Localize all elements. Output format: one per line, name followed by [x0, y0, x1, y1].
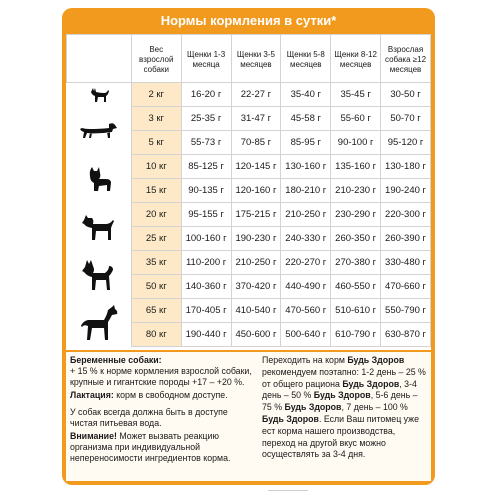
transition-p4: , 5-6 день – 75 % — [262, 390, 418, 413]
weight-cell: 3 кг — [131, 107, 181, 131]
weight-cell: 2 кг — [131, 83, 181, 107]
notes-right: Переходить на корм Будь Здоров рекомендуем поэтапно: 1-2 день – 25 % от общего рациона Будь Здоров, 3-4 день – 50 % Будь Здоров, 5-6 день – 75 % Будь Здоров, 7 день – 100 % Будь Здоров. Если Ваш питомец уже ест корма нашего производства, переход на другой вкус можно осуществлять за 3-4 дня. — [262, 355, 426, 460]
portion-cell: 210-250 г — [231, 251, 281, 275]
weight-cell: 65 кг — [131, 299, 181, 323]
header-3-5: Щенки 3-5 месяцев — [231, 35, 281, 83]
header-5-8: Щенки 5-8 месяцев — [281, 35, 331, 83]
portion-cell: 440-490 г — [281, 275, 331, 299]
portion-cell: 130-160 г — [281, 155, 331, 179]
portion-cell: 270-380 г — [331, 251, 381, 275]
portion-cell: 180-210 г — [281, 179, 331, 203]
attention-text: Может вызвать реакцию организма при индивидуальной непереносимости ингредиентов корма. — [70, 431, 231, 463]
portion-cell: 170-405 г — [181, 299, 231, 323]
portion-cell: 190-240 г — [381, 179, 431, 203]
water-text: У собак всегда должна быть в доступе чистая питьевая вода. — [70, 407, 228, 428]
portion-cell: 630-870 г — [381, 323, 431, 347]
notes-section — [66, 352, 431, 481]
portion-cell: 85-125 г — [181, 155, 231, 179]
brand-name: Будь Здоров — [262, 413, 319, 424]
portion-cell: 510-610 г — [331, 299, 381, 323]
portion-cell: 330-480 г — [381, 251, 431, 275]
table-row — [67, 251, 431, 275]
portion-cell: 22-27 г — [231, 83, 281, 107]
portion-cell: 140-360 г — [181, 275, 231, 299]
portion-cell: 470-660 г — [381, 275, 431, 299]
portion-cell: 100-160 г — [181, 227, 231, 251]
portion-cell: 220-270 г — [281, 251, 331, 275]
transition-p5: , 7 день – 100 % — [341, 402, 408, 413]
portion-cell: 220-300 г — [381, 203, 431, 227]
portion-cell: 190-230 г — [231, 227, 281, 251]
feeding-table — [66, 34, 431, 347]
portion-cell: 130-180 г — [381, 155, 431, 179]
table-row — [67, 299, 431, 323]
portion-cell: 50-70 г — [381, 107, 431, 131]
portion-cell: 55-60 г — [331, 107, 381, 131]
header-1-3: Щенки 1-3 месяца — [181, 35, 231, 83]
medium-dog-icon — [67, 203, 132, 251]
portion-cell: 135-160 г — [331, 155, 381, 179]
brand-name: Будь Здоров — [347, 355, 405, 365]
weight-cell: 80 кг — [131, 323, 181, 347]
header-weight: Вес взрослой собаки — [131, 35, 181, 83]
weight-cell: 10 кг — [131, 155, 181, 179]
portion-cell: 210-250 г — [281, 203, 331, 227]
portion-cell: 45-58 г — [281, 107, 331, 131]
brand-name: Будь Здоров — [284, 402, 342, 413]
portion-cell: 410-540 г — [231, 299, 281, 323]
portion-cell: 230-290 г — [331, 203, 381, 227]
weight-cell: 50 кг — [131, 275, 181, 299]
transition-p3: , 3-4 день – 50 % — [262, 378, 417, 401]
portion-cell: 450-600 г — [231, 323, 281, 347]
header-empty — [67, 35, 132, 83]
header-8-12: Щенки 8-12 месяцев — [331, 35, 381, 83]
portion-cell: 470-560 г — [281, 299, 331, 323]
pregnant-title: Беременные собаки: — [70, 355, 162, 365]
portion-cell: 110-200 г — [181, 251, 231, 275]
portion-cell: 95-155 г — [181, 203, 231, 227]
chart-title: Нормы кормления в сутки* — [160, 13, 337, 28]
table-row — [67, 83, 431, 107]
attention-title: Внимание! — [70, 431, 117, 441]
header-adult: Взрослая собака ≥12 месяцев — [381, 35, 431, 83]
table-row — [67, 203, 431, 227]
large-dog-icon — [67, 299, 132, 347]
portion-cell: 500-640 г — [281, 323, 331, 347]
lactation-text: корм в свободном доступе. — [116, 390, 228, 400]
table-row — [67, 107, 431, 131]
portion-cell: 460-550 г — [331, 275, 381, 299]
transition-p6: Если Ваш питомец уже ест корма нашего производства, переход на другой вкус можно осуществлять за 3-4 дня. — [262, 413, 419, 460]
weight-cell: 15 кг — [131, 179, 181, 203]
portion-cell: 90-135 г — [181, 179, 231, 203]
divider-line — [268, 490, 308, 491]
brand-name: Будь Здоров — [313, 390, 371, 401]
portion-cell: 260-390 г — [381, 227, 431, 251]
portion-cell: 550-790 г — [381, 299, 431, 323]
weight-cell: 20 кг — [131, 203, 181, 227]
portion-cell: 260-350 г — [331, 227, 381, 251]
husky-icon — [67, 251, 132, 299]
portion-cell: 210-230 г — [331, 179, 381, 203]
weight-cell: 35 кг — [131, 251, 181, 275]
table-area — [66, 34, 431, 350]
weight-cell: 5 кг — [131, 131, 181, 155]
bulldog-icon — [67, 155, 132, 203]
portion-cell: 70-85 г — [231, 131, 281, 155]
portion-cell: 35-45 г — [331, 83, 381, 107]
feeding-chart-frame — [62, 8, 435, 485]
weight-cell: 25 кг — [131, 227, 181, 251]
portion-cell: 120-160 г — [231, 179, 281, 203]
transition-p2: рекомендуем поэтапно: 1-2 день – 25 % от общего рациона — [262, 366, 426, 389]
transition-p1: Переходить на корм — [262, 355, 345, 365]
portion-cell: 35-40 г — [281, 83, 331, 107]
portion-cell: 120-145 г — [231, 155, 281, 179]
portion-cell: 370-420 г — [231, 275, 281, 299]
table-row — [67, 155, 431, 179]
portion-cell: 31-47 г — [231, 107, 281, 131]
portion-cell: 16-20 г — [181, 83, 231, 107]
lactation-title: Лактация: — [70, 390, 114, 400]
small-dog-icon — [67, 83, 132, 107]
portion-cell: 25-35 г — [181, 107, 231, 131]
portion-cell: 55-73 г — [181, 131, 231, 155]
portion-cell: 240-330 г — [281, 227, 331, 251]
portion-cell: 175-215 г — [231, 203, 281, 227]
portion-cell: 30-50 г — [381, 83, 431, 107]
pregnant-text: + 15 % к норме кормления взрослой собаки, крупные и гигантские породы +17 – +20 %. — [70, 366, 252, 387]
portion-cell: 610-790 г — [331, 323, 381, 347]
dachshund-icon — [67, 107, 132, 155]
portion-cell: 85-95 г — [281, 131, 331, 155]
notes-left — [66, 352, 256, 481]
portion-cell: 190-440 г — [181, 323, 231, 347]
brand-name: Будь Здоров — [342, 378, 400, 389]
portion-cell: 90-100 г — [331, 131, 381, 155]
portion-cell: 95-120 г — [381, 131, 431, 155]
